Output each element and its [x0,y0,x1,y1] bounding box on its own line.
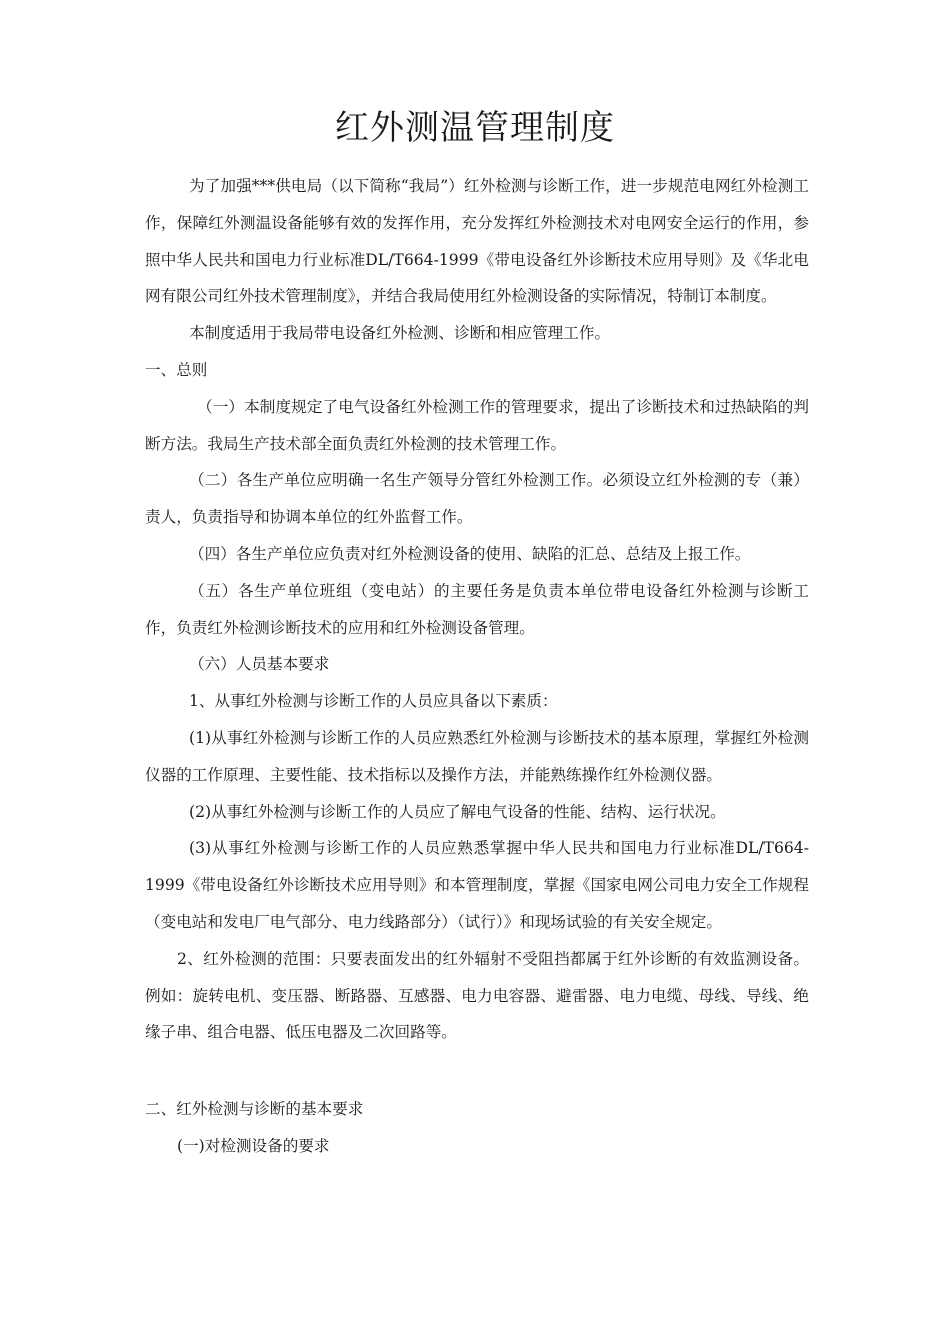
paragraph-requirement-1-3: (3)从事红外检测与诊断工作的人员应熟悉掌握中华人民共和国电力行业标准DL/T664-1999《带电设备红外诊断技术应用导则》和本管理制度，掌握《国家电网公司电力安全工作规程（变电站和发电厂电气部分、电力线路部分）（试行）》和现场试验的有关安全规定。 [145,839,809,931]
paragraph-intro: 为了加强***供电局（以下简称“我局”）红外检测与诊断工作，进一步规范电网红外检测工作，保障红外测温设备能够有效的发挥作用，充分发挥红外检测技术对电网安全运行的作用，参照中华人民共和国电力行业标准DL/T664-1999《带电设备红外诊断技术应用导则》及《华北电网有限公司红外技术管理制度》，并结合我局使用红外检测设备的实际情况，特制订本制度。 [145,177,809,306]
document-title: 红外测温管理制度 [335,108,615,148]
subsection-heading-equipment: (一)对检测设备的要求 [177,1136,330,1155]
section-heading-general: 一、总则 [145,360,208,379]
paragraph-item-4: （四）各生产单位应负责对红外检测设备的使用、缺陷的汇总、总结及上报工作。 [189,544,751,563]
section-heading-basic-requirements: 二、红外检测与诊断的基本要求 [145,1100,364,1119]
paragraph-item-2: （二）各生产单位应明确一名生产领导分管红外检测工作。必须设立红外检测的专（兼）责人，负责指导和协调本单位的红外监督工作。 [145,471,809,527]
paragraph-requirement-2: 2、红外检测的范围：只要表面发出的红外辐射不受阻挡都属于红外诊断的有效监测设备。例如：旋转电机、变压器、断路器、互感器、电力电容器、避雷器、电力电缆、母线、导线、绝缘子串、组合电器、低压电器及二次回路等。 [145,949,809,1042]
paragraph-requirement-1: 1、从事红外检测与诊断工作的人员应具备以下素质： [189,692,558,711]
paragraph-item-5: （五）各生产单位班组（变电站）的主要任务是负责本单位带电设备红外检测与诊断工作，负责红外检测诊断技术的应用和红外检测设备管理。 [145,581,809,637]
paragraph-item-6: （六）人员基本要求 [189,655,330,674]
paragraph-scope: 本制度适用于我局带电设备红外检测、诊断和相应管理工作。 [189,324,611,343]
paragraph-requirement-1-1: (1)从事红外检测与诊断工作的人员应熟悉红外检测与诊断技术的基本原理，掌握红外检测仪器的工作原理、主要性能、技术指标以及操作方法，并能熟练操作红外检测仪器。 [145,728,809,784]
section-spacer [145,1051,809,1091]
document-body [145,168,809,1165]
paragraph-item-1: （一）本制度规定了电气设备红外检测工作的管理要求，提出了诊断技术和过热缺陷的判断方法。我局生产技术部全面负责红外检测的技术管理工作。 [145,397,809,453]
paragraph-requirement-1-2: (2)从事红外检测与诊断工作的人员应了解电气设备的性能、结构、运行状况。 [189,802,726,821]
